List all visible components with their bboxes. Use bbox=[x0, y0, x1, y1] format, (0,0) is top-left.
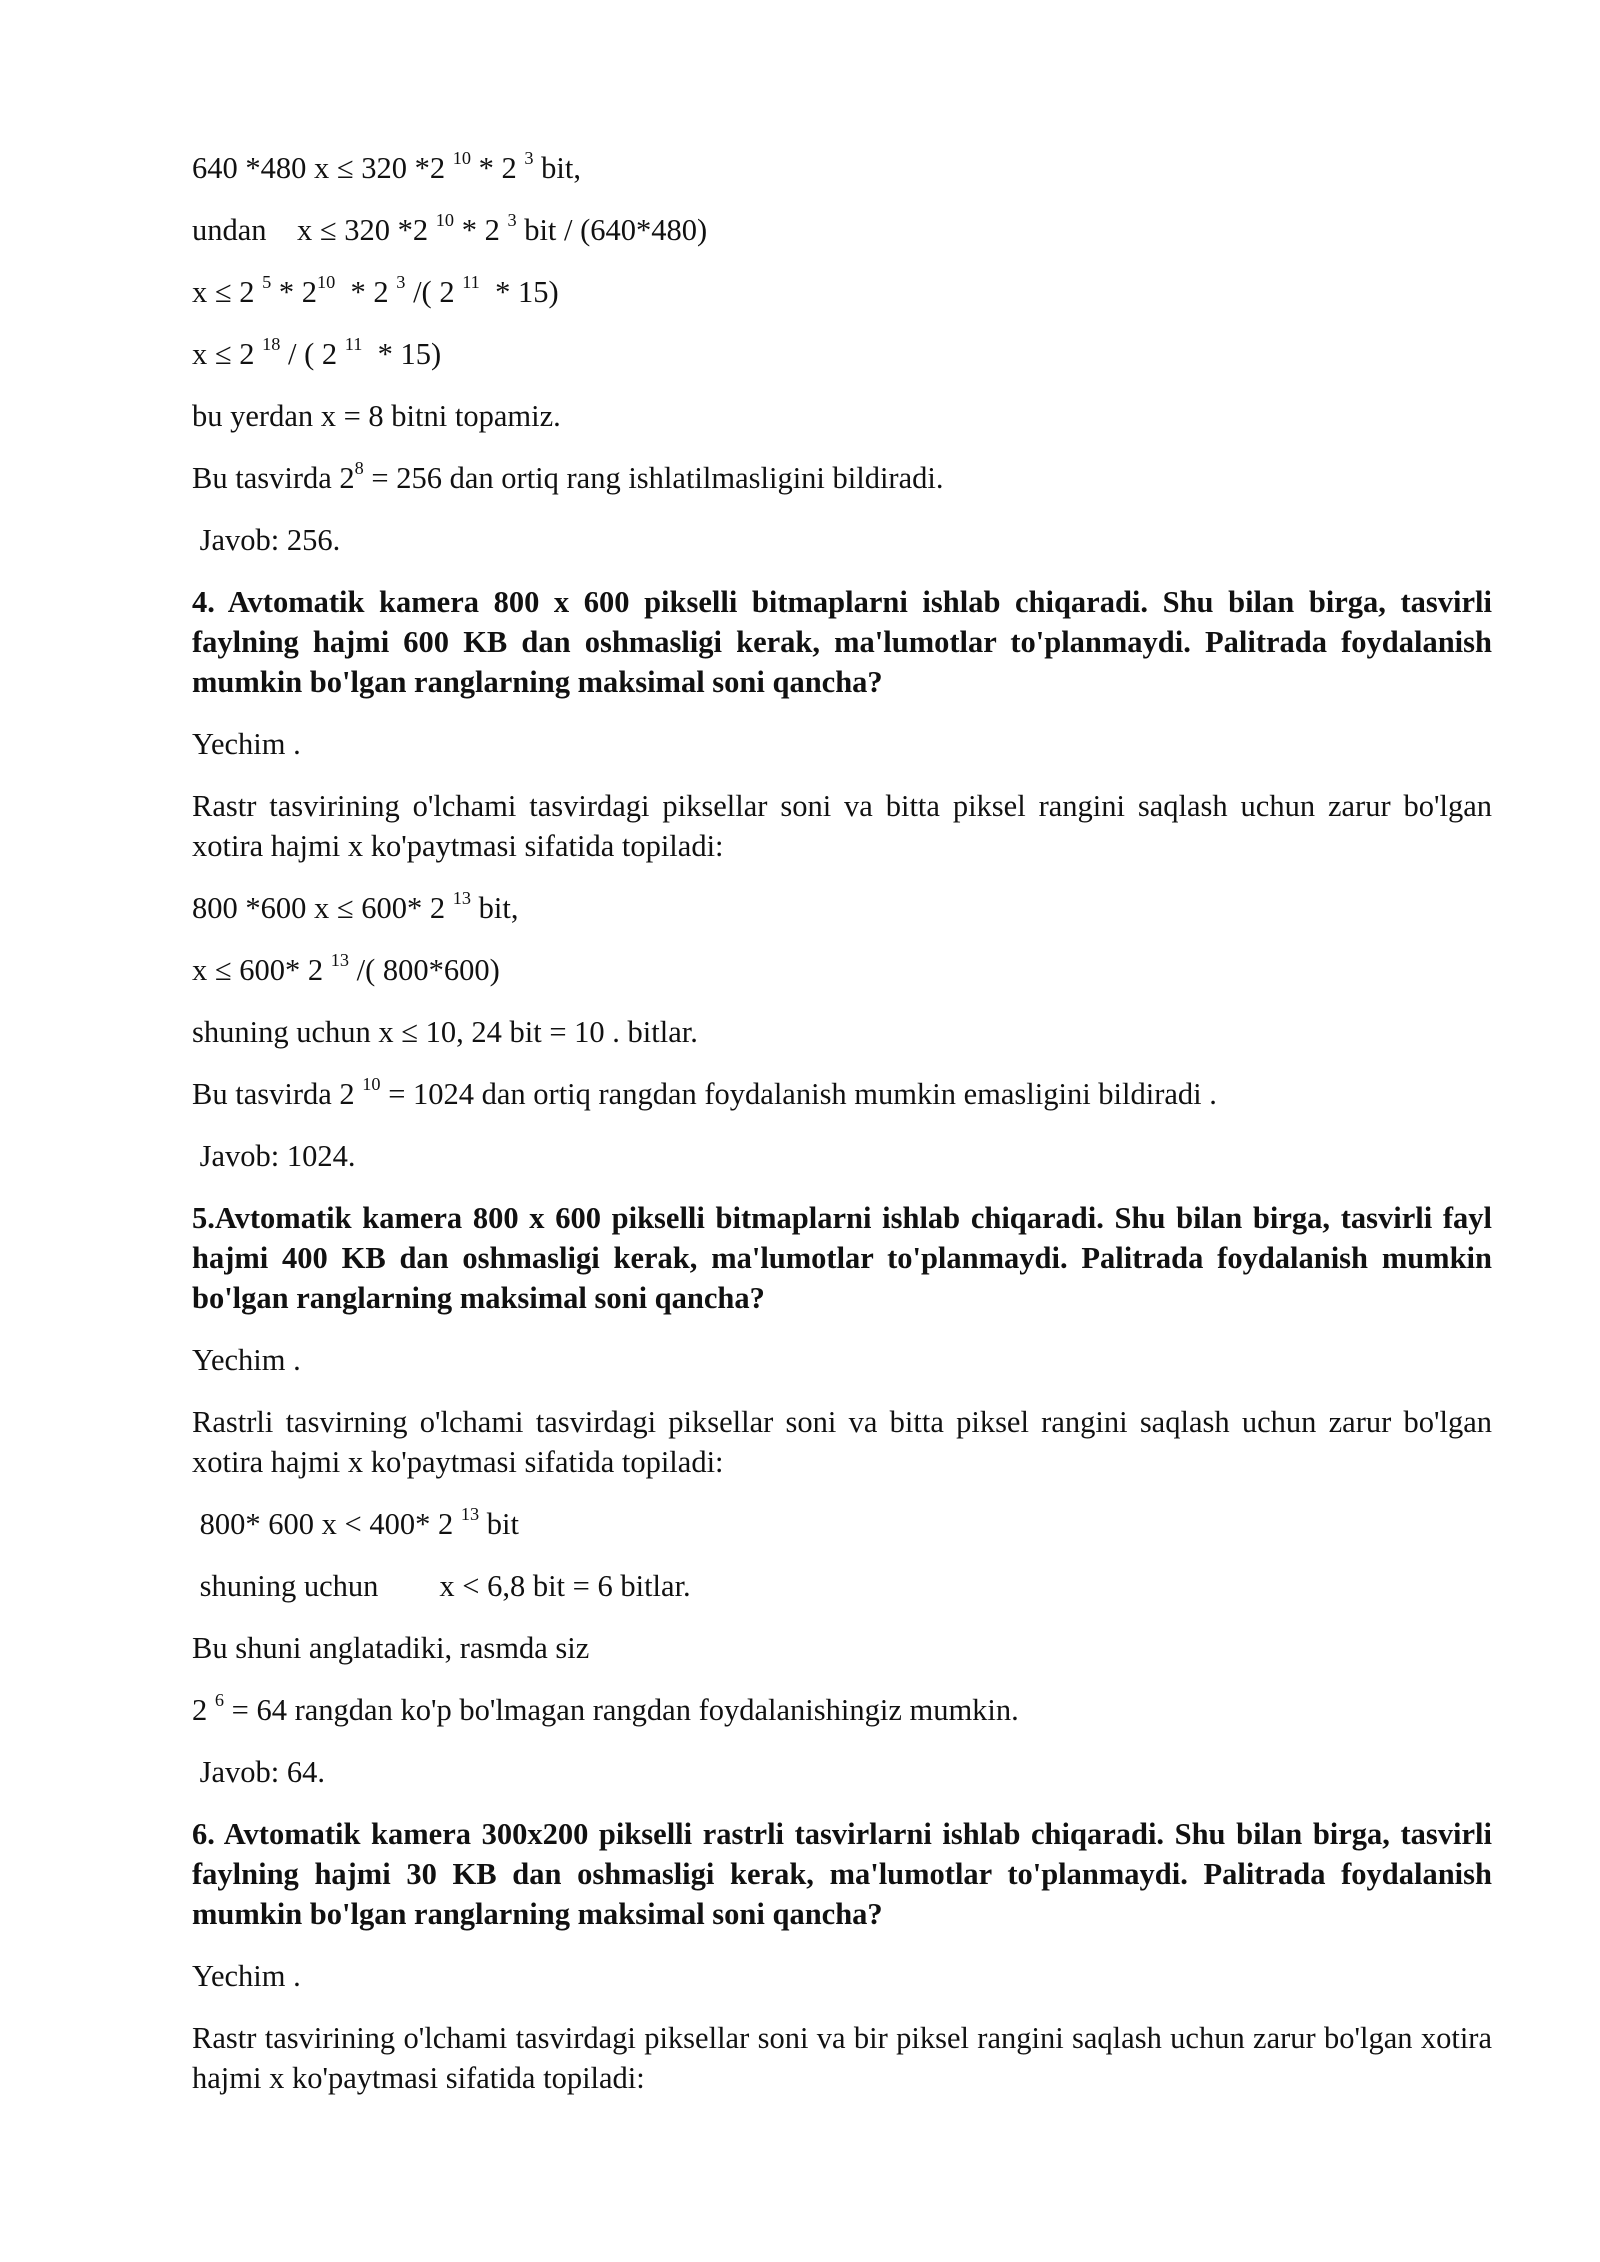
formula-line: undan x ≤ 320 *2 $^{10}$ * 2 $^3$ bit / (640*480) bbox=[192, 210, 708, 247]
formula-line: x ≤ 2 $^{18}$ / ( 2 $^{11}$ * 15) bbox=[192, 334, 442, 371]
answer-line: Javob: 1024. bbox=[192, 1139, 356, 1173]
text-line: Bu shuni anglatadiki, rasmda siz bbox=[192, 1631, 590, 1665]
text-line: shuning uchun x ≤ 10, 24 bit = 10 . bitlar. bbox=[192, 1015, 698, 1049]
question-6: 6. Avtomatik kamera 300x200 pikselli rastrli tasvirlarni ishlab chiqaradi. Shu bilan birga, tasvirli faylning hajmi 30 KB dan oshmasligi kerak, ma'lumotlar to'planmaydi. Palitrada foydalanish mumkin bo'lgan ranglarning maksimal soni qancha? bbox=[192, 1817, 1492, 1931]
formula-line: 800 *600 x ≤ 600* 2 $^{13}$ bit, bbox=[192, 888, 519, 925]
question-5: 5.Avtomatik kamera 800 x 600 pikselli bitmaplarni ishlab chiqaradi. Shu bilan birga, tasvirli fayl hajmi 400 KB dan oshmasligi kerak, ma'lumotlar to'planmaydi. Palitrada foydalanish mumkin bo'lgan ranglarning maksimal soni qancha? bbox=[192, 1201, 1492, 1315]
explanation-paragraph: Rastr tasvirining o'lchami tasvirdagi piksellar soni va bir piksel rangini saqlash uchun zarur bo'lgan xotira hajmi x ko'paytmasi sifatida topiladi: bbox=[192, 2021, 1492, 2095]
formula-line: x ≤ 600* 2 $^{13}$ /( 800*600) bbox=[192, 950, 500, 987]
yechim-label: Yechim . bbox=[192, 1343, 301, 1377]
text-line: shuning uchun x < 6,8 bit = 6 bitlar. bbox=[192, 1569, 691, 1603]
text-line: Bu tasvirda 2 $^{10}$ = 1024 dan ortiq rangdan foydalanish mumkin emasligini bildiradi . bbox=[192, 1074, 1217, 1111]
explanation-paragraph: Rastrli tasvirning o'lchami tasvirdagi piksellar soni va bitta piksel rangini saqlash uchun zarur bo'lgan xotira hajmi x ko'paytmasi sifatida topiladi: bbox=[192, 1405, 1492, 1479]
document-body bbox=[192, 148, 1492, 2120]
yechim-label: Yechim . bbox=[192, 1959, 301, 1993]
text-line: bu yerdan x = 8 bitni topamiz. bbox=[192, 399, 561, 433]
explanation-paragraph: Rastr tasvirining o'lchami tasvirdagi piksellar soni va bitta piksel rangini saqlash uchun zarur bo'lgan xotira hajmi x ko'paytmasi sifatida topiladi: bbox=[192, 789, 1492, 863]
formula-line: 640 *480 x ≤ 320 *2 $^{10}$ * 2 $^3$ bit, bbox=[192, 148, 581, 185]
question-4: 4. Avtomatik kamera 800 x 600 pikselli bitmaplarni ishlab chiqaradi. Shu bilan birga, tasvirli faylning hajmi 600 KB dan oshmasligi kerak, ma'lumotlar to'planmaydi. Palitrada foydalanish mumkin bo'lgan ranglarning maksimal soni qancha? bbox=[192, 585, 1492, 699]
text-line: 2 $^6$ = 64 rangdan ko'p bo'lmagan rangdan foydalanishingiz mumkin. bbox=[192, 1690, 1019, 1727]
text-line: Bu tasvirda $2^8 = 256$ dan ortiq rang ishlatilmasligini bildiradi. bbox=[192, 458, 944, 495]
formula-line: x ≤ 2 $^5 * 2^{10} * 2$ $^3$ /( 2 $^{11}$ * 15) bbox=[192, 272, 559, 309]
answer-line: Javob: 256. bbox=[192, 523, 341, 557]
answer-line: Javob: 64. bbox=[192, 1755, 326, 1789]
yechim-label: Yechim . bbox=[192, 727, 301, 761]
formula-line: 800* 600 x < 400* 2 $^{13}$ bit bbox=[192, 1504, 519, 1541]
